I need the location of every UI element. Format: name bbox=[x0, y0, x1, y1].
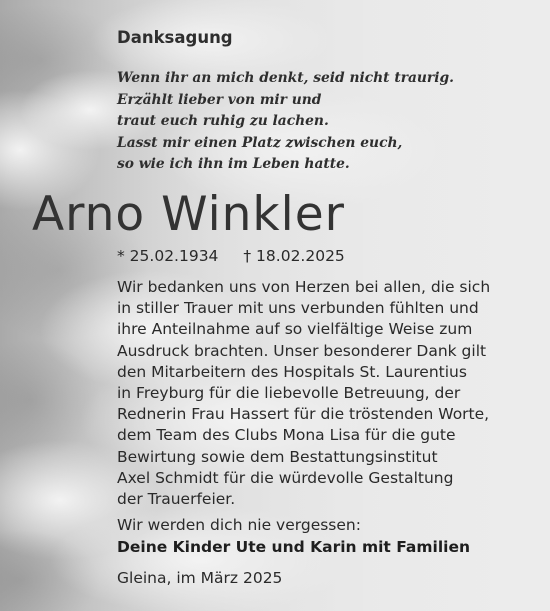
body-line: Ausdruck brachten. Unser besonderer Dank gilt bbox=[117, 341, 487, 360]
signature-family: Deine Kinder Ute und Karin mit Familien bbox=[117, 538, 471, 556]
life-dates bbox=[117, 247, 345, 265]
poem-line: Wenn ihr an mich denkt, seid nicht traurig. bbox=[117, 70, 454, 86]
body-line: Axel Schmidt für die würdevolle Gestaltung bbox=[117, 468, 454, 487]
poem-line: Lasst mir einen Platz zwischen euch, bbox=[117, 134, 403, 151]
poem-line: so wie ich ihn im Leben hatte. bbox=[117, 156, 350, 172]
death-date: † 18.02.2025 bbox=[243, 247, 345, 265]
thank-you-text bbox=[117, 277, 490, 510]
poem-verse bbox=[117, 68, 454, 176]
body-line: in stiller Trauer mit uns verbunden fühlten und bbox=[117, 299, 479, 318]
heading-danksagung: Danksagung bbox=[117, 28, 233, 47]
place-and-date: Gleina, im März 2025 bbox=[117, 569, 283, 587]
body-line: ihre Anteilnahme auf so vielfältige Weise zum bbox=[117, 320, 473, 339]
deceased-name: Arno Winkler bbox=[32, 187, 345, 242]
body-line: Rednerin Frau Hassert für die tröstenden Worte, bbox=[117, 405, 490, 424]
body-line: dem Team des Clubs Mona Lisa für die gute bbox=[117, 426, 456, 445]
body-line: Bewirtung sowie dem Bestattungsinstitut bbox=[117, 447, 438, 466]
birth-date: * 25.02.1934 bbox=[117, 247, 219, 265]
farewell-line: Wir werden dich nie vergessen: bbox=[117, 516, 361, 534]
poem-line: traut euch ruhig zu lachen. bbox=[117, 113, 329, 129]
poem-line: Erzählt lieber von mir und bbox=[117, 91, 322, 108]
body-line: der Trauerfeier. bbox=[117, 490, 236, 509]
body-line: in Freyburg für die liebevolle Betreuung, der bbox=[117, 384, 461, 403]
body-line: den Mitarbeitern des Hospitals St. Laurentius bbox=[117, 362, 467, 381]
body-line: Wir bedanken uns von Herzen bei allen, die sich bbox=[117, 278, 491, 296]
